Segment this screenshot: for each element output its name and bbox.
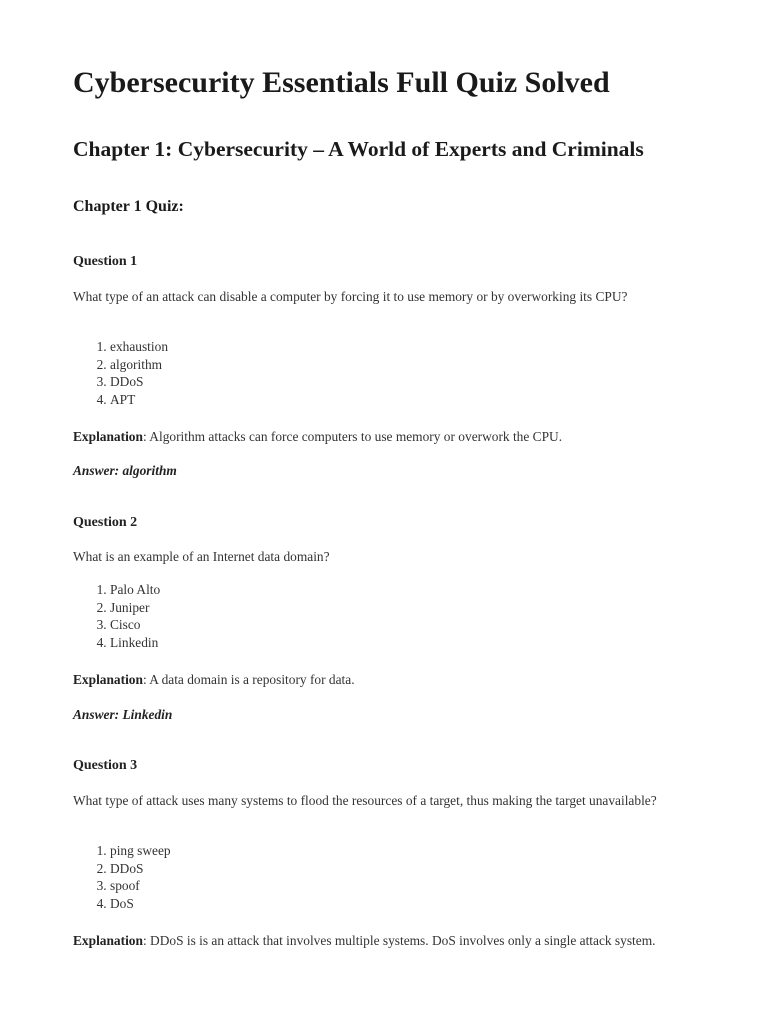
explanation-label: Explanation	[73, 429, 143, 444]
answer-line: Answer: algorithm	[73, 463, 177, 478]
explanation-text: : A data domain is a repository for data.	[142, 672, 355, 687]
document-title: Cybersecurity Essentials Full Quiz Solved	[73, 66, 610, 99]
answer-options	[73, 338, 168, 408]
option-item: 2. DDoS	[110, 860, 171, 878]
question-text: What type of attack uses many systems to flood the resources of a target, thus making the target unavailable?	[73, 793, 657, 808]
option-item: 1. ping sweep	[110, 842, 171, 860]
question-title: Question 3	[73, 758, 138, 773]
explanation-label: Explanation	[73, 933, 143, 948]
explanation	[73, 428, 673, 446]
chapter-heading: Chapter 1: Cybersecurity – A World of Experts and Criminals	[73, 137, 644, 161]
question-title: Question 1	[73, 254, 138, 269]
quiz-heading: Chapter 1 Quiz:	[73, 198, 184, 215]
answer-options	[73, 581, 160, 651]
option-item: 2. algorithm	[110, 356, 168, 374]
explanation-text: : Algorithm attacks can force computers to use memory or overwork the CPU.	[142, 429, 563, 444]
explanation-label: Explanation	[73, 672, 143, 687]
question-text: What type of an attack can disable a computer by forcing it to use memory or by overworking its CPU?	[73, 289, 628, 304]
explanation	[73, 671, 673, 689]
option-item: 4. APT	[110, 391, 168, 409]
explanation-text: : DDoS is is an attack that involves multiple systems. DoS involves only a single attack system.	[142, 933, 656, 948]
option-item: 1. exhaustion	[110, 338, 168, 356]
option-item: 1. Palo Alto	[110, 581, 160, 599]
answer-line: Answer: Linkedin	[73, 707, 173, 722]
option-item: 4. Linkedin	[110, 634, 160, 652]
explanation	[73, 932, 685, 950]
question-text: What is an example of an Internet data domain?	[73, 549, 330, 564]
option-item: 3. spoof	[110, 877, 171, 895]
option-item: 2. Juniper	[110, 599, 160, 617]
option-item: 3. DDoS	[110, 373, 168, 391]
option-item: 4. DoS	[110, 895, 171, 913]
answer-options	[73, 842, 171, 912]
question-title: Question 2	[73, 515, 138, 530]
option-item: 3. Cisco	[110, 616, 160, 634]
